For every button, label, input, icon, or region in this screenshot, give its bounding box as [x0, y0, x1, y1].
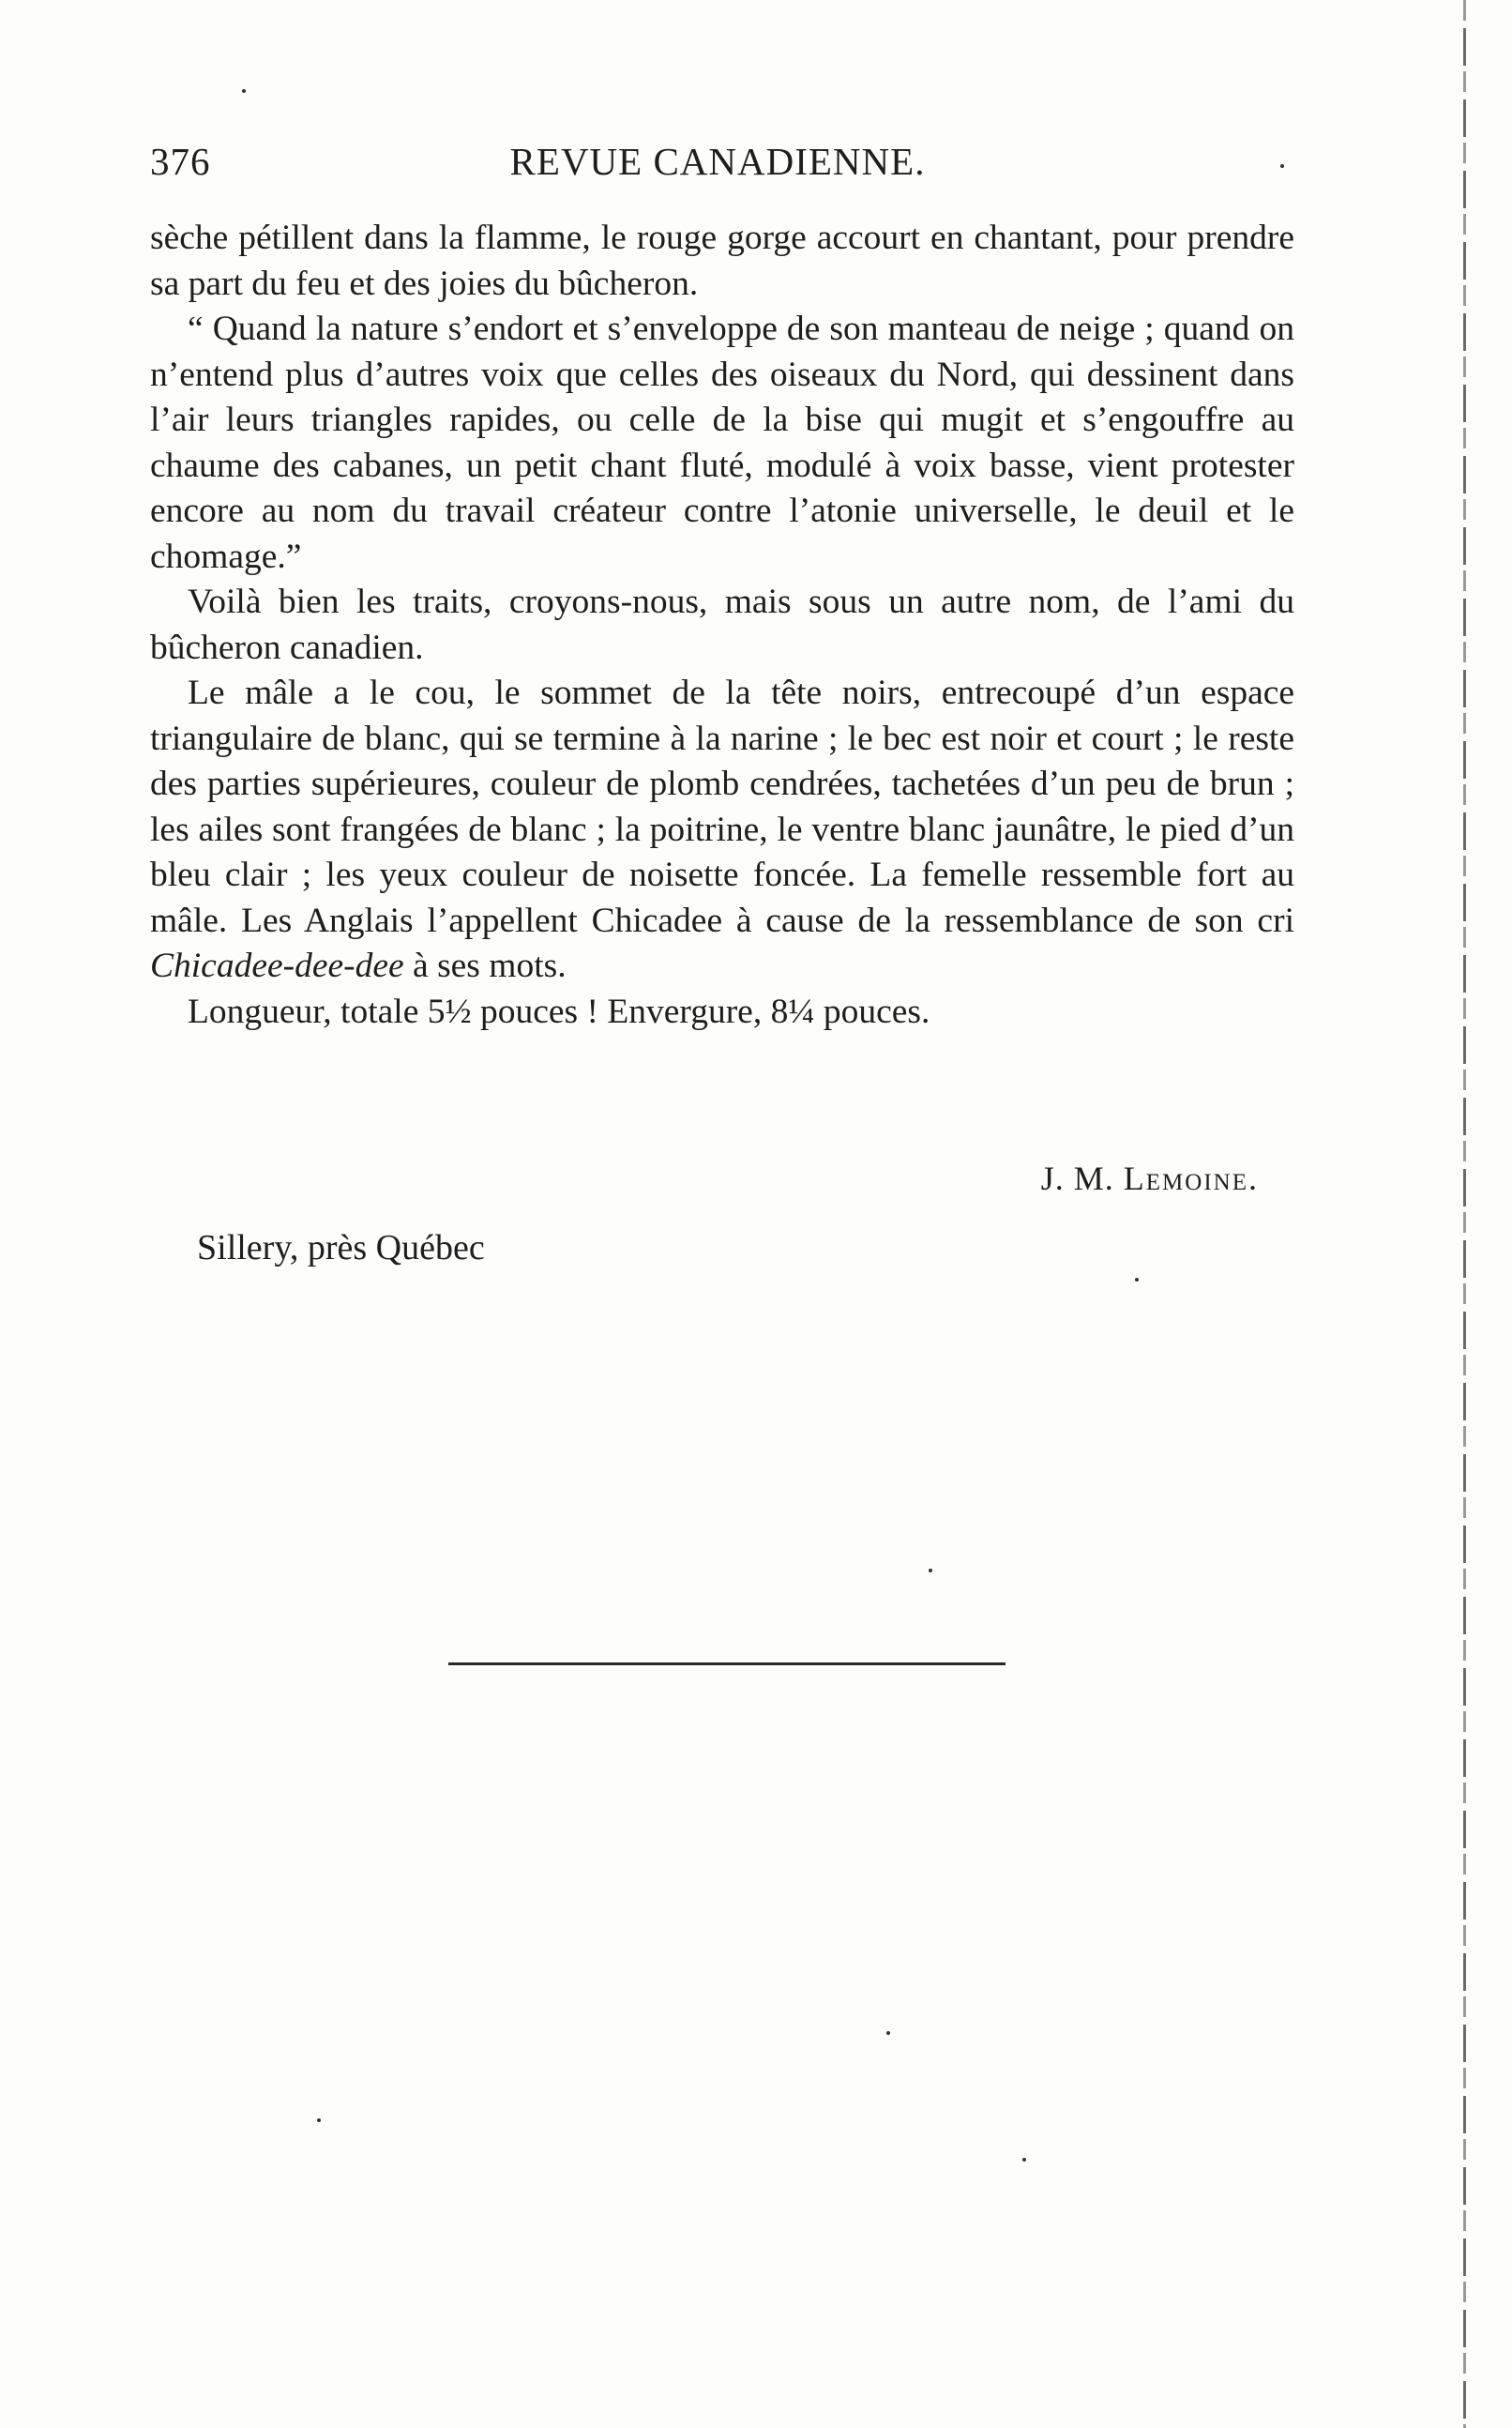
paragraph-quote: “ Quand la nature s’endort et s’enveloppe de son manteau de neige ; quand on n’entend plus d’autres voix que celles des oiseaux du Nord, qui dessinent dans l’air leurs triangles rapides, ou celle de la bise qui mugit et s’engouffre au chaume des cabanes, un petit chant fluté, modulé à voix basse, vient protester encore au nom du travail créateur contre l’atonie universelle, le deuil et le chomage.” [150, 310, 1294, 576]
author-surname: Lemoine. [1123, 1160, 1259, 1197]
author-signature [1041, 1159, 1259, 1198]
page-edge-shadow [1463, 0, 1466, 2428]
body-text [150, 216, 1294, 1035]
description-text: Le mâle a le cou, le sommet de la tête noirs, entrecoupé d’un espace triangulaire de blanc, qui se termine à la narine ; le bec est noir et court ; le reste des parties supérieures, couleur de plomb cendrées, tachetées d’un peu de brun ; les ailes sont frangées de blanc ; la poitrine, le ventre blanc jaunâtre, le pied d’un bleu clair ; les yeux couleur de noisette foncée. La femelle ressemble fort au mâle. Les Anglais l’appellent Chicadee à cause de la ressemblance de son cri [150, 674, 1294, 940]
bird-call-italic: Chicadee-dee-dee [150, 947, 404, 985]
print-speck [1135, 1278, 1139, 1282]
print-speck [886, 2031, 890, 2035]
print-speck [1022, 2158, 1026, 2162]
paragraph-measurements: Longueur, totale 5½ pouces ! Envergure, 8¼ pouces. [188, 992, 930, 1031]
running-title: REVUE CANADIENNE. [509, 140, 926, 183]
page-number: 376 [150, 140, 211, 183]
print-speck [317, 2118, 321, 2122]
place-line: Sillery, près Québec [197, 1228, 485, 1267]
paragraph-traits: Voilà bien les traits, croyons-nous, mais sous un autre nom, de l’ami du bûcheron canadien. [150, 583, 1294, 667]
author-initials: J. M. [1040, 1160, 1114, 1197]
page-header [150, 139, 1304, 195]
description-end: à ses mots. [403, 947, 567, 985]
print-speck [1280, 164, 1284, 168]
section-divider [448, 1662, 1005, 1665]
print-speck [242, 89, 246, 93]
paragraph-description [150, 671, 1294, 990]
paragraph-continuation: sèche pétillent dans la flamme, le rouge gorge accourt en chantant, pour prendre sa part du feu et des joies du bûcheron. [150, 219, 1294, 303]
print-speck [929, 1569, 932, 1572]
